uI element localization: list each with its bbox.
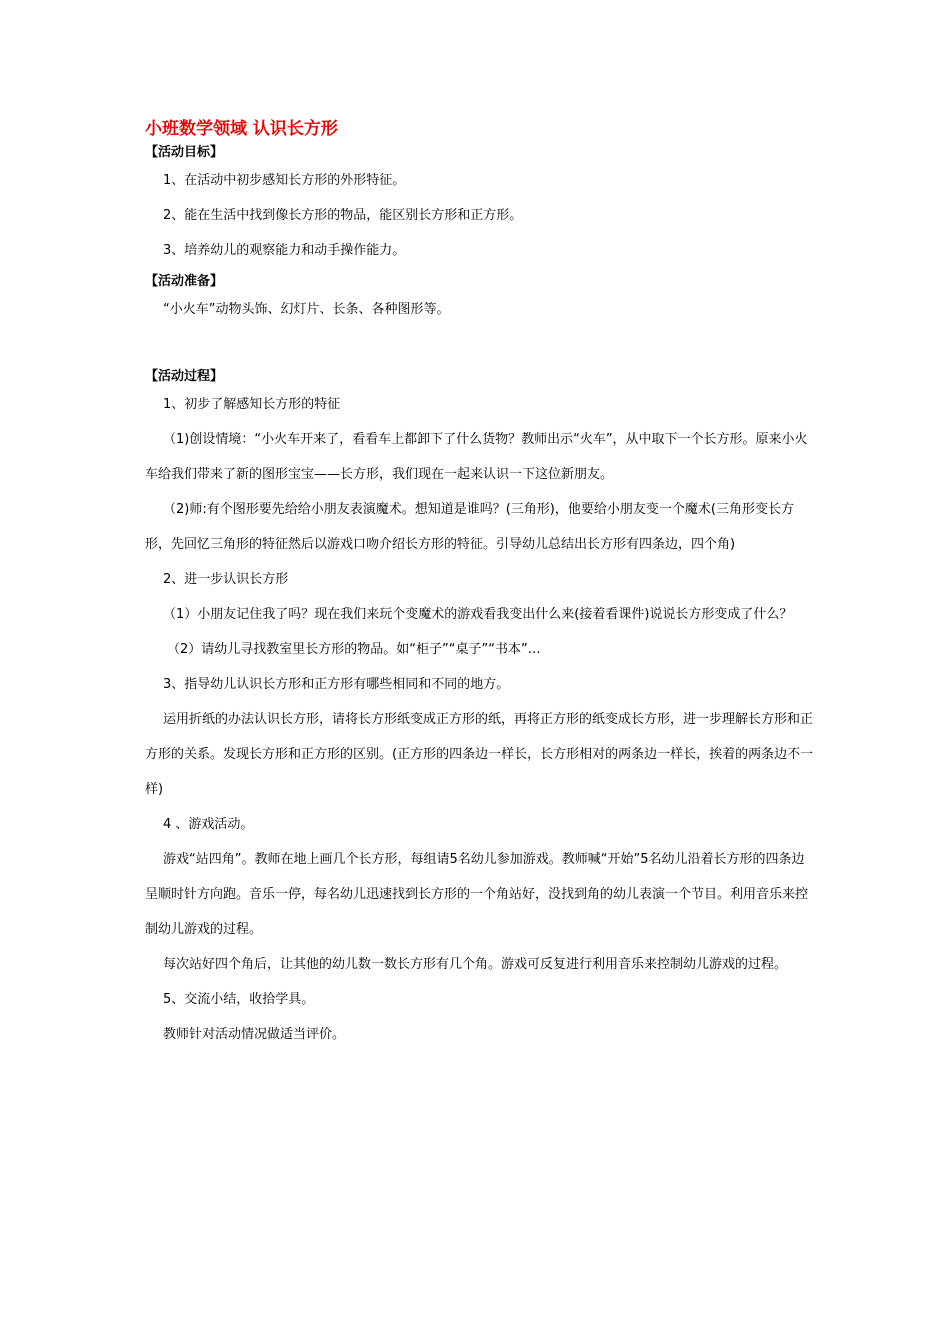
document-page	[145, 118, 815, 1052]
step-paragraph: 运用折纸的办法认识长方形，请将长方形纸变成正方形的纸，再将正方形的纸变成长方形，进一步理解长方形和正方形的关系。发现长方形和正方形的区别。(正方形的四条边一样长，长方形相对的两条边一样长，挨着的两条边不一样)	[145, 712, 814, 797]
step-paragraph: 教师针对活动情况做适当评价。	[163, 1027, 346, 1042]
step-heading: 2、进一步认识长方形	[163, 572, 289, 587]
step-paragraph: 游戏“站四角”。教师在地上画几个长方形，每组请5名幼儿参加游戏。教师喊“开始”5名幼儿沿着长方形的四条边呈顺时针方向跑。音乐一停，每名幼儿迅速找到长方形的一个角站好，没找到角的幼儿表演一个节目。利用音乐来控制幼儿游戏的过程。	[145, 852, 809, 937]
step-heading: 5、交流小结，收拾学具。	[163, 992, 315, 1007]
step-paragraph: （1)创设情境：“小火车开来了，看看车上都卸下了什么货物？教师出示“火车”，从中取下一个长方形。原来小火车给我们带来了新的图形宝宝——长方形，我们现在一起来认识一下这位新朋友。	[145, 432, 808, 482]
step-paragraph: （2）请幼儿寻找教室里长方形的物品。如“柜子”“桌子”“书本”…	[167, 642, 541, 657]
goal-item: 1、在活动中初步感知长方形的外形特征。	[163, 173, 406, 188]
step-heading: 1、初步了解感知长方形的特征	[163, 397, 341, 412]
prep-heading: 【活动准备】	[145, 274, 224, 289]
step-heading: 3、指导幼儿认识长方形和正方形有哪些相同和不同的地方。	[163, 677, 510, 692]
prep-text: “小火车”动物头饰、幻灯片、长条、各种图形等。	[163, 302, 450, 317]
document-title: 小班数学领域 认识长方形	[145, 119, 338, 139]
step-heading: 4 、游戏活动。	[163, 817, 254, 832]
step-paragraph: 每次站好四个角后，让其他的幼儿数一数长方形有几个角。游戏可反复进行利用音乐来控制幼儿游戏的过程。	[163, 957, 788, 972]
step-paragraph: （2)师:有个图形要先给给小朋友表演魔术。想知道是谁吗？(三角形)，他要给小朋友变一个魔术(三角形变长方形，先回忆三角形的特征然后以游戏口吻介绍长方形的特征。引导幼儿总结出长方形有四条边，四个角)	[145, 502, 794, 552]
goals-heading: 【活动目标】	[145, 145, 224, 160]
goal-item: 3、培养幼儿的观察能力和动手操作能力。	[163, 243, 406, 258]
goal-item: 2、能在生活中找到像长方形的物品，能区别长方形和正方形。	[163, 208, 523, 223]
step-paragraph: （1）小朋友记住我了吗？现在我们来玩个变魔术的游戏看我变出什么来(接着看课件)说说长方形变成了什么？	[163, 607, 793, 622]
process-heading: 【活动过程】	[145, 369, 224, 384]
